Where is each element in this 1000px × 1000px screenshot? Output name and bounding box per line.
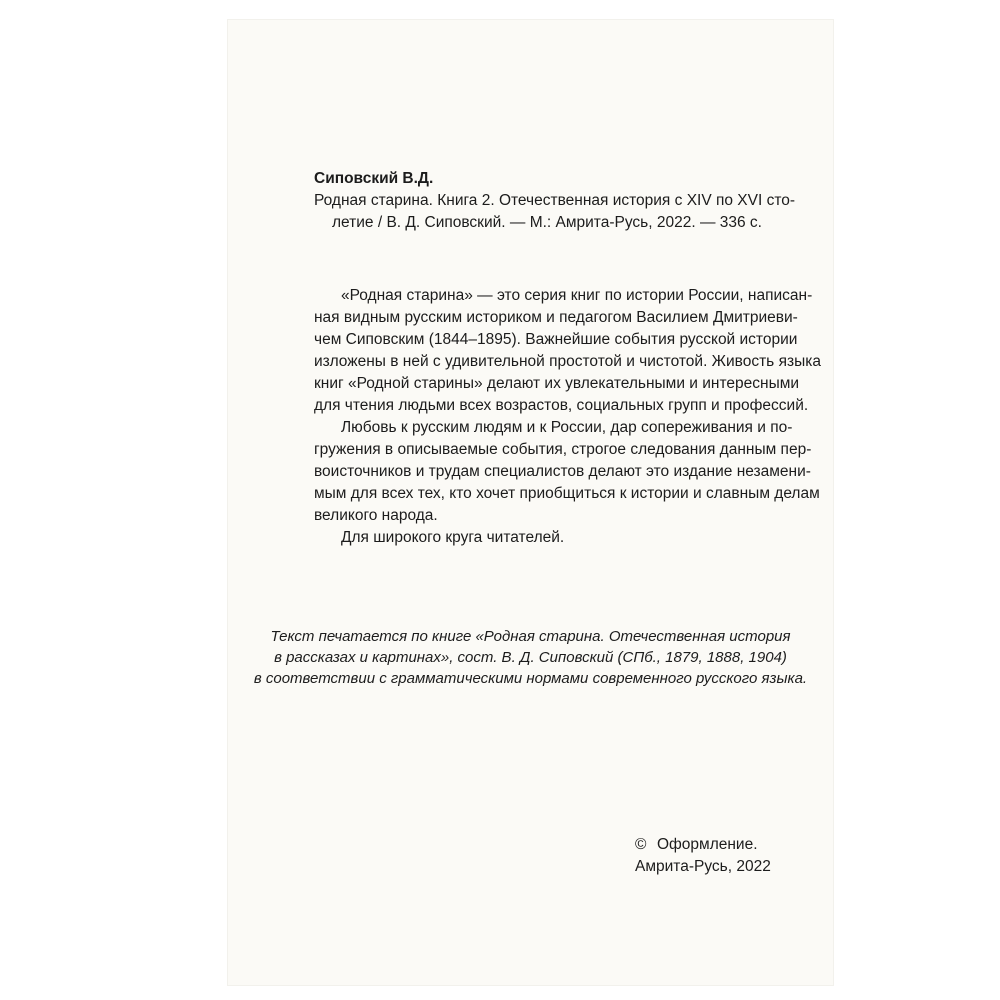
- annotation-line: воисточников и трудам специалистов делают это издание незамени-: [314, 463, 811, 480]
- copyright-icon: ©: [635, 836, 647, 853]
- imprint-line: в соответствии с грамматическими нормами современного русского языка.: [253, 670, 808, 687]
- imprint-note: [228, 626, 833, 689]
- annotation-line: мым для всех тех, кто хочет приобщиться к истории и славным делам: [314, 485, 820, 502]
- annotation-line: «Родная старина» — это серия книг по истории России, написан-: [341, 287, 813, 304]
- bibliographic-record: [314, 190, 796, 234]
- annotation-line: ная видным русским историком и педагогом Василием Дмитриеви-: [314, 309, 798, 326]
- annotation-line: гружения в описываемые события, строгое следования данным пер-: [314, 441, 812, 458]
- annotation-line: книг «Родной старины» делают их увлекательными и интересными: [314, 375, 800, 392]
- annotation-line: изложены в ней с удивительной простотой и чистотой. Живость языка: [314, 353, 821, 370]
- imprint-line: Текст печатается по книге «Родная старина. Отечественная история: [270, 628, 791, 645]
- bibliography-line: Родная старина. Книга 2. Отечественная история с XIV по XVI сто-: [314, 192, 796, 209]
- annotation-line: Любовь к русским людям и к России, дар сопереживания и по-: [341, 419, 793, 436]
- bibliography-line: летие / В. Д. Сиповский. — М.: Амрита-Русь, 2022. — 336 с.: [332, 214, 762, 231]
- copyright-notice: [635, 834, 795, 878]
- copyright-design: Оформление.: [657, 836, 758, 853]
- annotation-line: великого народа.: [314, 507, 438, 524]
- annotation-line: чем Сиповским (1844–1895). Важнейшие события русской истории: [314, 331, 798, 348]
- annotation: [314, 285, 821, 549]
- copyright-publisher: Амрита-Русь, 2022: [635, 858, 771, 875]
- imprint-line: в рассказах и картинах», сост. В. Д. Сиповский (СПб., 1879, 1888, 1904): [274, 649, 787, 666]
- audience-line: Для широкого круга читателей.: [341, 529, 565, 546]
- annotation-line: для чтения людьми всех возрастов, социальных групп и профессий.: [314, 397, 809, 414]
- author-name: Сиповский В.Д.: [314, 170, 434, 187]
